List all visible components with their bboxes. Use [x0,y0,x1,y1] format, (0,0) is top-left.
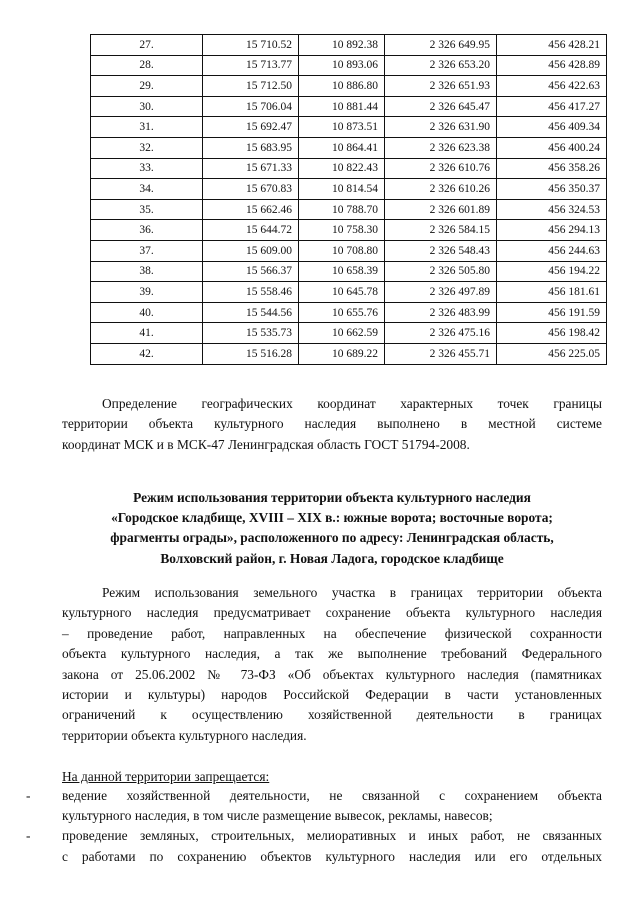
title-line: Режим использования территории объекта культурного наследия [133,490,531,505]
list-item [26,786,602,826]
regime-paragraph [62,583,602,746]
coordinate-cell: 15 558.46 [203,282,299,303]
table-row [91,240,607,261]
body-line: ограничений к осуществлению хозяйственной деятельности в границах [62,707,602,723]
table-row [91,282,607,303]
coordinate-cell: 15 671.33 [203,158,299,179]
body-line: истории и культуры) народов Российской Федерации в части установленных [62,687,602,703]
coordinate-cell: 10 893.06 [299,55,385,76]
coordinate-cell: 456 358.26 [497,158,607,179]
bullet-dash: - [26,788,31,803]
table-row [91,179,607,200]
coordinate-cell: 15 706.04 [203,96,299,117]
coordinate-cell: 2 326 455.71 [385,343,497,364]
coordinate-cell: 456 324.53 [497,199,607,220]
coordinate-cell: 10 662.59 [299,323,385,344]
list-item [26,826,602,866]
body-line: закона от 25.06.2002 № 73-ФЗ «Об объектах культурного наследия (памятниках [62,666,602,682]
coordinate-cell: 10 864.41 [299,137,385,158]
coordinate-cell: 2 326 584.15 [385,220,497,241]
bullet-line: ведение хозяйственной деятельности, не связанной с сохранением объекта [62,788,602,803]
table-row [91,220,607,241]
coordinate-cell: 456 225.05 [497,343,607,364]
coordinate-cell: 15 713.77 [203,55,299,76]
body-line: культурного наследия предусматривает сохранение объекта культурного наследия [62,605,602,621]
coordinate-cell: 456 198.42 [497,323,607,344]
coordinate-cell: 15 544.56 [203,302,299,323]
coordinate-cell: 456 294.13 [497,220,607,241]
coordinate-cell: 10 689.22 [299,343,385,364]
coordinate-cell: 15 566.37 [203,261,299,282]
coordinate-cell: 2 326 645.47 [385,96,497,117]
title-line: «Городское кладбище, XVIII – XIX в.: южные ворота; восточные ворота; [111,510,553,526]
table-row [91,158,607,179]
table-row [91,343,607,364]
coordinate-cell: 2 326 483.99 [385,302,497,323]
body-line: объекта культурного наследия, а так же выполнение требований Федерального [62,646,602,662]
note-line: территории объекта культурного наследия выполнено в местной системе [62,416,602,432]
point-number-cell: 42. [91,343,203,364]
point-number-cell: 38. [91,261,203,282]
coordinate-cell: 10 788.70 [299,199,385,220]
coordinate-cell: 15 670.83 [203,179,299,200]
table-row [91,302,607,323]
coordinate-cell: 15 662.46 [203,199,299,220]
coordinates-table-body [91,35,607,365]
coordinate-cell: 456 422.63 [497,76,607,97]
point-number-cell: 33. [91,158,203,179]
point-number-cell: 27. [91,35,203,56]
coordinate-cell: 456 417.27 [497,96,607,117]
body-line: Режим использования земельного участка в границах территории объекта [102,585,602,600]
coordinate-cell: 15 710.52 [203,35,299,56]
coordinate-cell: 456 428.21 [497,35,607,56]
point-number-cell: 37. [91,240,203,261]
point-number-cell: 32. [91,137,203,158]
table-row [91,96,607,117]
coordinate-cell: 10 886.80 [299,76,385,97]
prohibited-heading: На данной территории запрещается: [62,769,270,784]
coordinate-cell: 15 712.50 [203,76,299,97]
table-row [91,323,607,344]
coordinate-cell: 456 194.22 [497,261,607,282]
table-row [91,55,607,76]
coordinate-cell: 456 350.37 [497,179,607,200]
point-number-cell: 31. [91,117,203,138]
prohibited-list [26,786,602,867]
coordinate-cell: 2 326 548.43 [385,240,497,261]
coordinate-cell: 10 814.54 [299,179,385,200]
bullet-line: культурного наследия, в том числе размещение вывесок, рекламы, навесов; [62,808,493,824]
point-number-cell: 29. [91,76,203,97]
coordinate-cell: 456 409.34 [497,117,607,138]
coordinate-cell: 2 326 497.89 [385,282,497,303]
coordinates-table [90,34,607,365]
note-line: Определение географических координат характерных точек границы [102,396,602,411]
coordinate-cell: 2 326 610.76 [385,158,497,179]
coordinate-cell: 2 326 623.38 [385,137,497,158]
coordinate-cell: 456 428.89 [497,55,607,76]
point-number-cell: 36. [91,220,203,241]
table-row [91,199,607,220]
coordinate-cell: 2 326 610.26 [385,179,497,200]
title-line: Волховский район, г. Новая Ладога, городское кладбище [160,550,504,566]
bullet-dash: - [26,828,31,844]
coordinate-cell: 10 758.30 [299,220,385,241]
table-row [91,76,607,97]
coordinate-cell: 2 326 475.16 [385,323,497,344]
coordinate-cell: 15 644.72 [203,220,299,241]
coordinate-cell: 15 692.47 [203,117,299,138]
point-number-cell: 34. [91,179,203,200]
body-line: – проведение работ, направленных на обеспечение физической сохранности [62,625,602,641]
point-number-cell: 35. [91,199,203,220]
coordinate-cell: 10 645.78 [299,282,385,303]
coordinate-cell: 15 609.00 [203,240,299,261]
body-line: территории объекта культурного наследия. [62,727,307,743]
table-row [91,117,607,138]
bullet-line: проведение земляных, строительных, мелиоративных и иных работ, не связанных [62,828,602,844]
point-number-cell: 39. [91,282,203,303]
coordinate-cell: 2 326 631.90 [385,117,497,138]
coordinate-cell: 10 822.43 [299,158,385,179]
coordinate-cell: 2 326 505.80 [385,261,497,282]
coordinate-cell: 15 535.73 [203,323,299,344]
coordinate-cell: 10 881.44 [299,96,385,117]
coordinate-cell: 2 326 601.89 [385,199,497,220]
coordinate-cell: 15 683.95 [203,137,299,158]
note-line: координат МСК и в МСК-47 Ленинградская область ГОСТ 51794-2008. [62,436,470,452]
coordinate-cell: 2 326 651.93 [385,76,497,97]
coordinate-cell: 10 873.51 [299,117,385,138]
section-title [62,488,602,569]
coordinate-cell: 456 400.24 [497,137,607,158]
coordinate-cell: 10 708.80 [299,240,385,261]
coordinate-cell: 10 892.38 [299,35,385,56]
coordinate-cell: 456 244.63 [497,240,607,261]
point-number-cell: 41. [91,323,203,344]
coordinate-cell: 2 326 649.95 [385,35,497,56]
table-row [91,35,607,56]
coordinate-cell: 10 655.76 [299,302,385,323]
table-row [91,137,607,158]
coordinate-cell: 2 326 653.20 [385,55,497,76]
bullet-line: с работами по сохранению объектов культурного наследия или его отдельных [62,848,602,864]
point-number-cell: 40. [91,302,203,323]
title-line: фрагменты ограды», расположенного по адресу: Ленинградская область, [110,530,554,546]
point-number-cell: 30. [91,96,203,117]
coordinates-note [62,394,602,455]
point-number-cell: 28. [91,55,203,76]
table-row [91,261,607,282]
coordinate-cell: 15 516.28 [203,343,299,364]
coordinate-cell: 456 181.61 [497,282,607,303]
coordinate-cell: 10 658.39 [299,261,385,282]
coordinate-cell: 456 191.59 [497,302,607,323]
